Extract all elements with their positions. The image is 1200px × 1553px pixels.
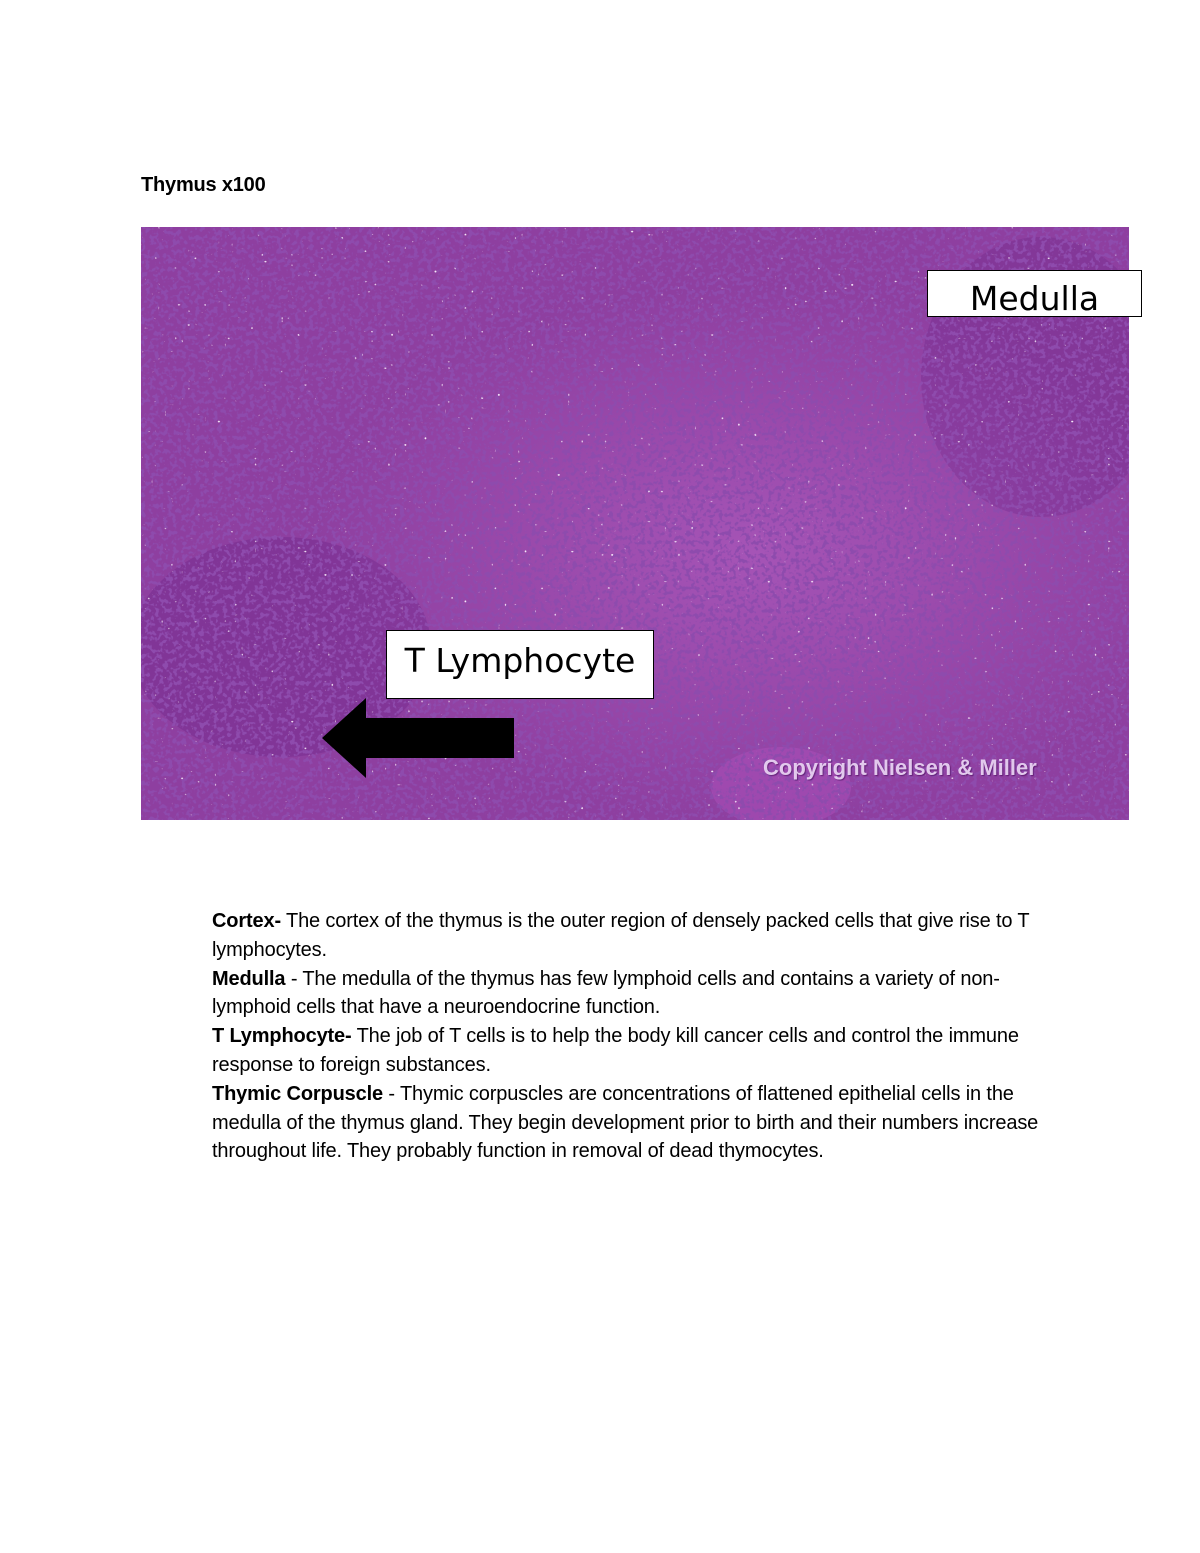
t-lymphocyte-label: T Lymphocyte	[386, 630, 654, 699]
definition-term: Medulla	[212, 967, 286, 990]
definition-text: - Thymic corpuscles are concentrations of flattened epithelial cells in the medulla of the thymus gland. They begin development prior to birth and their numbers increase throughout life. They probably function in removal of dead thymocytes.	[212, 1082, 1039, 1163]
definition-term: T Lymphocyte-	[212, 1025, 352, 1048]
page-title: Thymus x100	[141, 174, 266, 196]
thymus-micrograph	[141, 227, 1129, 820]
left-arrow-icon	[322, 698, 514, 778]
definition-item	[212, 1080, 1072, 1166]
definition-item	[212, 965, 1072, 1023]
definition-text: - The medulla of the thymus has few lymphoid cells and contains a variety of non-lymphoid cells that have a neuroendocrine function.	[212, 967, 1000, 1019]
definition-text: The job of T cells is to help the body kill cancer cells and control the immune response to foreign substances.	[212, 1025, 1019, 1076]
definitions-list	[212, 907, 1072, 1166]
definition-term: Cortex-	[212, 910, 281, 932]
definition-item	[212, 907, 1072, 965]
copyright-watermark: Copyright Nielsen & Miller	[763, 755, 1037, 780]
definition-term: Thymic Corpuscle	[212, 1082, 383, 1105]
medulla-label: Medulla	[927, 270, 1142, 317]
definition-item	[212, 1022, 1072, 1080]
definition-text: The cortex of the thymus is the outer region of densely packed cells that give rise to T lymphocytes.	[212, 910, 1030, 961]
